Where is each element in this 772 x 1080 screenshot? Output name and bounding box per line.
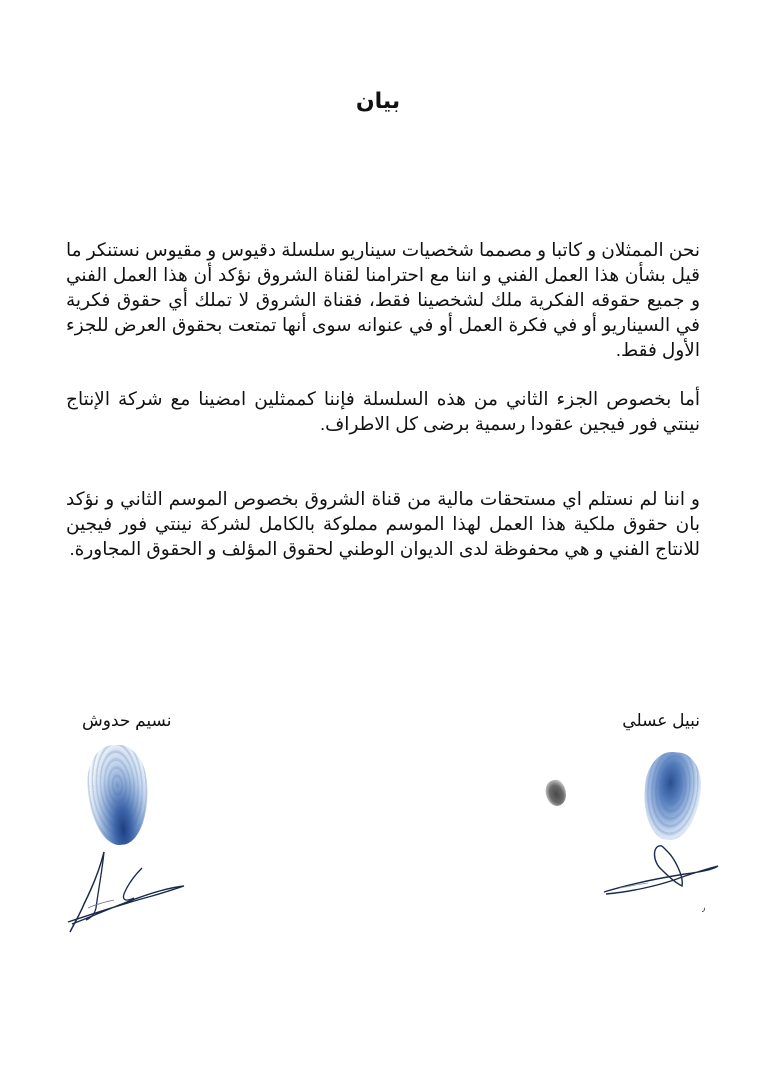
fingerprint-icon: [85, 743, 152, 847]
ink-smudge: [542, 777, 570, 808]
paragraph-rights: [66, 486, 700, 561]
paragraph-intro: [66, 237, 700, 362]
small-pen-mark: ٫: [702, 903, 706, 914]
signatory-name-left: نسيم حدوش: [82, 711, 172, 730]
document-title: [0, 88, 772, 114]
handwritten-signature-icon: [62, 848, 192, 943]
signatory-name-right: نبيل عسلي: [622, 711, 700, 730]
paragraph-second-part: [66, 386, 700, 436]
fingerprint-icon: [640, 749, 705, 842]
paragraph-second-part-text: أما بخصوص الجزء الثاني من هذه السلسلة فإننا كممثلين امضينا مع شركة الإنتاج نينتي فور فيجين عقودا رسمية برضى كل الاطراف.: [66, 388, 700, 434]
paragraph-intro-text: نحن الممثلان و كاتبا و مصمما شخصيات سيناريو سلسلة دقيوس و مقيوس نستنكر ما قيل بشأن هذا العمل الفني و اننا مع احترامنا لقناة الشروق نؤكد أن هذا العمل الفني و جميع حقوقه الفكرية ملك لشخصينا فقط، فقناة الشروق لا تملك أي حقوق فكرية في السيناريو أو في فكرة العمل أو في عنوانه سوى أنها تمتعت بحقوق العرض للجزء الأول فقط.: [66, 239, 700, 360]
document-title-text: بيان: [355, 88, 401, 113]
handwritten-signature-icon: [600, 840, 730, 905]
paragraph-rights-text: و اننا لم نستلم اي مستحقات مالية من قناة الشروق بخصوص الموسم الثاني و نؤكد بان حقوق ملكية هذا العمل لهذا الموسم مملوكة بالكامل لشركة نينتي فور فيجين للانتاج الفني و هي محفوظة لدى الديوان الوطني لحقوق المؤلف و الحقوق المجاورة.: [66, 488, 700, 559]
